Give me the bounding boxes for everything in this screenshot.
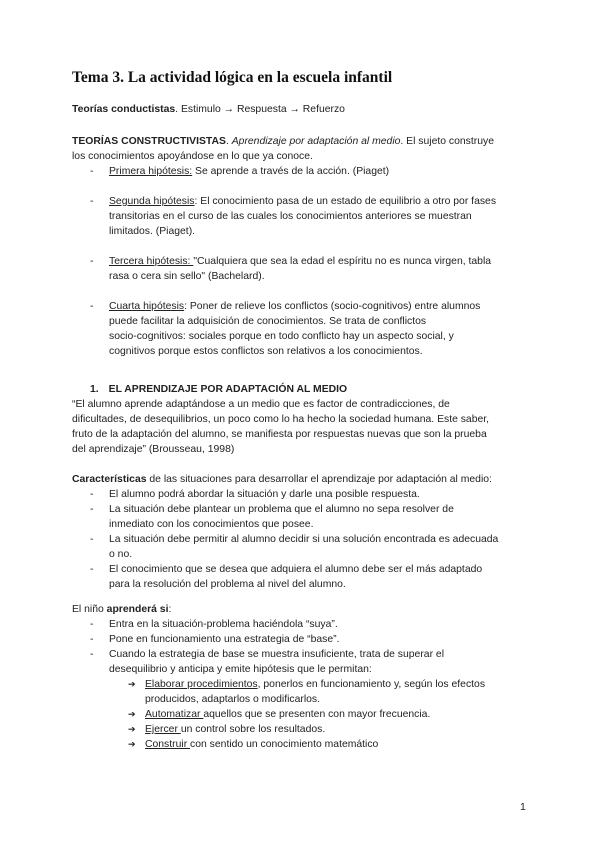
arrow-icon: ➔	[128, 724, 136, 734]
h3-label: Tercera hipótesis:	[109, 256, 194, 267]
quote-line1: “El alumno aprende adaptándose a un medio que es factor de contradicciones, de	[72, 399, 450, 410]
h2-label: Segunda hipótesis	[109, 196, 195, 207]
dash-bullet: -	[90, 649, 94, 660]
h2-line2: transitorias en el curso de las cuales los conocimientos anteriores se muestran	[109, 211, 472, 222]
list-item	[72, 487, 532, 502]
constructivistas-section	[72, 134, 532, 359]
list-item	[72, 647, 532, 677]
dash-bullet: -	[90, 564, 94, 575]
dash-bullet: -	[90, 534, 94, 545]
nino-section	[72, 602, 532, 752]
arrow-icon: ➔	[128, 679, 136, 689]
list-item	[72, 532, 532, 562]
constructivistas-label: TEORÍAS CONSTRUCTIVISTAS	[72, 136, 226, 147]
a3-label: Ejercer	[145, 724, 181, 735]
caracteristicas-section	[72, 472, 532, 592]
h3-line1: "Cualquiera que sea la edad el espíritu no es nunca virgen, tabla	[193, 256, 492, 267]
nino-list	[72, 617, 532, 677]
arrow-icon: ➔	[128, 739, 136, 749]
conductistas-paragraph	[72, 102, 532, 117]
a4-label: Construir	[145, 739, 191, 750]
a1-label: Elaborar procedimientos	[145, 679, 258, 690]
nino-item-1: Entra en la situación-problema haciéndola “suya”.	[109, 619, 338, 630]
h3-line2: rasa o cera sin sello" (Bachelard).	[109, 271, 265, 282]
dash-bullet: -	[90, 504, 94, 515]
h4-line4: cognitivos porque estos conflictos son relativos a los conocimientos.	[109, 346, 423, 357]
list-item	[72, 164, 532, 179]
h4-label: Cuarta hipótesis	[109, 301, 185, 312]
page-number: 1	[520, 801, 526, 813]
h1-label: Primera hipótesis:	[109, 166, 193, 177]
nino-pre: El niño	[72, 604, 107, 615]
nino-post: :	[168, 604, 172, 615]
nino-item-3a: Cuando la estrategia de base se muestra insuficiente, trata de superar el	[109, 649, 445, 660]
section1-title: EL APRENDIZAJE POR ADAPTACIÓN AL MEDIO	[108, 384, 348, 395]
caracteristica-3b: o no.	[109, 549, 133, 560]
list-item	[72, 562, 532, 592]
caracteristica-1: El alumno podrá abordar la situación y darle una posible respuesta.	[109, 489, 420, 500]
h4-line2: puede facilitar la adquisición de conocimientos. Se trata de conflictos	[109, 316, 427, 327]
caracteristica-4b: para la resolución del problema al nivel del alumno.	[109, 579, 346, 590]
nino-item-2: Pone en funcionamiento una estrategia de “base”.	[109, 634, 340, 645]
dash-bullet: -	[90, 634, 94, 645]
a2-label: Automatizar	[145, 709, 204, 720]
conductistas-text: . Estimulo → Respuesta → Refuerzo	[175, 104, 345, 115]
dash-bullet: -	[90, 166, 94, 177]
list-item	[72, 502, 532, 532]
dash-bullet: -	[90, 301, 94, 312]
section1-number: 1.	[90, 384, 99, 395]
dash-bullet: -	[90, 489, 94, 500]
section1-quote	[72, 397, 532, 457]
a3-text: un control sobre los resultados.	[180, 724, 326, 735]
a1-line2: producidos, adaptarlos o modificarlos.	[145, 694, 321, 705]
caracteristicas-text: de las situaciones para desarrollar el aprendizaje por adaptación al medio:	[146, 474, 492, 485]
hypothesis-list	[72, 164, 532, 359]
caracteristica-4a: El conocimiento que se desea que adquiera el alumno debe ser el más adaptado	[109, 564, 483, 575]
constructivistas-line2: los conocimientos apoyándose en lo que ya conoce.	[72, 151, 313, 162]
h4-line1: : Poner de relieve los conflictos (socio-cognitivos) entre alumnos	[184, 301, 481, 312]
arrow-icon: ➔	[128, 709, 136, 719]
quote-line3: fruto de la adaptación del alumno, se manifiesta por respuestas nuevas que son la prueba	[72, 429, 487, 440]
h2-line3: limitados. (Piaget).	[109, 226, 196, 237]
h1-text: Se aprende a través de la acción. (Piaget)	[192, 166, 390, 177]
dash-bullet: -	[90, 196, 94, 207]
h2-line1: : El conocimiento pasa de un estado de equilibrio a otro por fases	[194, 196, 497, 207]
list-item	[72, 737, 532, 752]
list-item	[72, 194, 532, 239]
a4-text: con sentido un conocimiento matemático	[190, 739, 379, 750]
caracteristicas-list	[72, 487, 532, 592]
list-item	[72, 632, 532, 647]
a1-line1: , ponerlos en funcionamiento y, según los efectos	[257, 679, 486, 690]
section1-heading	[72, 382, 532, 397]
constructivistas-italic: Aprendizaje por adaptación al medio	[231, 136, 401, 147]
list-item	[72, 707, 532, 722]
list-item	[72, 299, 532, 359]
list-item	[72, 617, 532, 632]
dash-bullet: -	[90, 256, 94, 267]
caracteristica-3a: La situación debe permitir al alumno decidir si una solución encontrada es adecuada	[109, 534, 499, 545]
list-item	[72, 677, 532, 707]
list-item	[72, 722, 532, 737]
a2-text: aquellos que se presenten con mayor frecuencia.	[203, 709, 431, 720]
nino-item-3b: desequilibrio y anticipa y emite hipótesis que le permitan:	[109, 664, 372, 675]
quote-line4: del aprendizaje” (Brousseau, 1998)	[72, 444, 235, 455]
list-item	[72, 254, 532, 284]
arrow-list	[72, 677, 532, 752]
caracteristica-2a: La situación debe plantear un problema que el alumno no sepa resolver de	[109, 504, 454, 515]
quote-line2: dificultades, de desequilibrios, un poco como lo ha hecho la sociedad humana. Este saber,	[72, 414, 490, 425]
caracteristica-2b: inmediato con los conocimientos que posee.	[109, 519, 314, 530]
constructivistas-period: .	[225, 136, 232, 147]
nino-bold: aprenderá si	[106, 604, 169, 615]
h4-line3: socio-cognitivos: sociales porque en todo conflicto hay un aspecto social, y	[109, 331, 454, 342]
dash-bullet: -	[90, 619, 94, 630]
conductistas-label: Teorías conductistas	[72, 104, 176, 115]
page-title: Tema 3. La actividad lógica en la escuela infantil	[72, 69, 393, 86]
constructivistas-line1-rest: . El sujeto construye	[400, 136, 494, 147]
caracteristicas-label: Características	[72, 474, 147, 485]
